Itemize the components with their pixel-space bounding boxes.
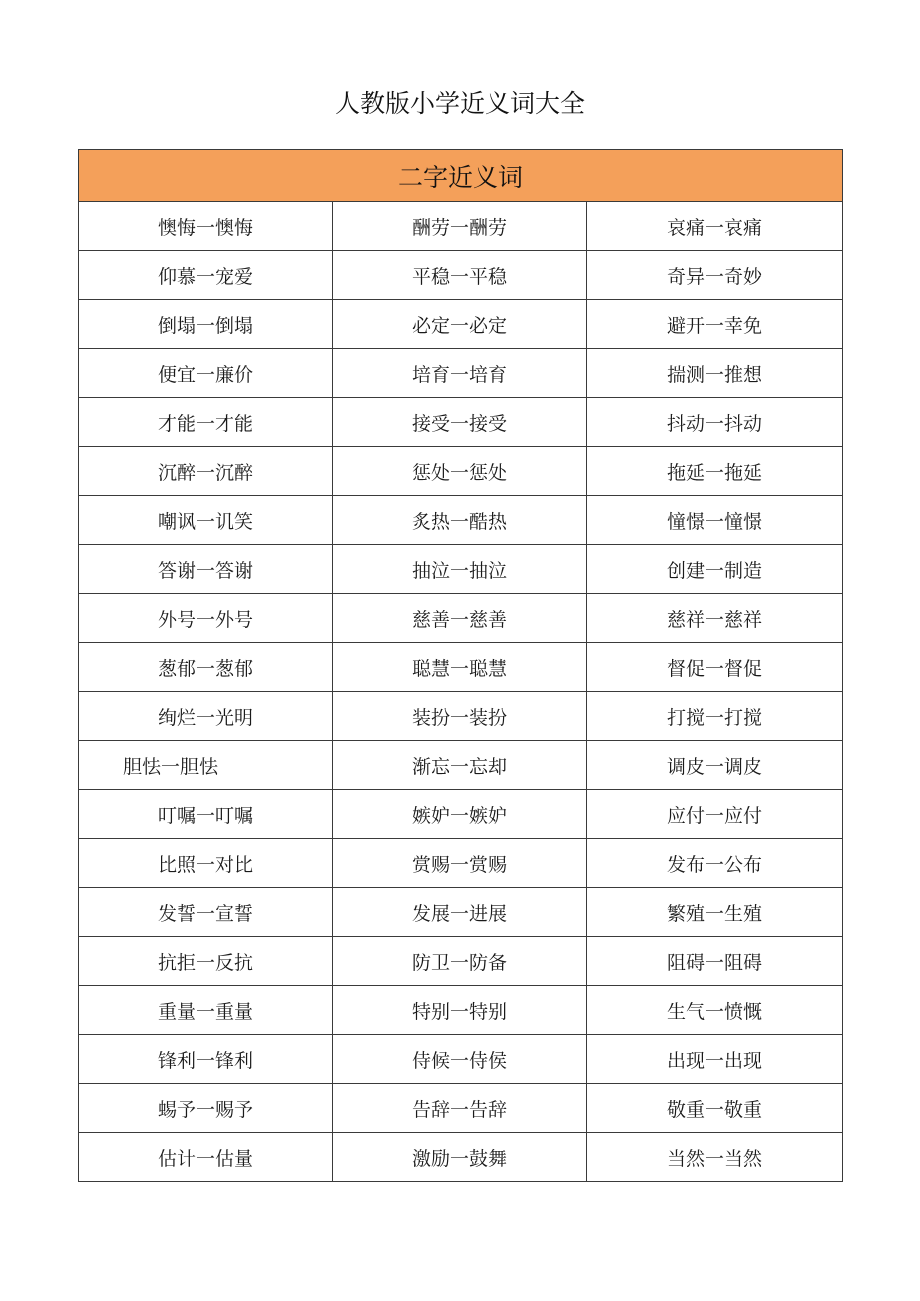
synonym-pair-cell: 绚烂一光明 xyxy=(79,692,333,741)
table-row xyxy=(79,692,843,741)
table-row xyxy=(79,643,843,692)
table-row xyxy=(79,1035,843,1084)
synonym-table xyxy=(78,149,843,1182)
table-row xyxy=(79,1133,843,1182)
synonym-pair-cell: 渐忘一忘却 xyxy=(333,741,587,790)
synonym-pair-cell: 炙热一酷热 xyxy=(333,496,587,545)
table-row xyxy=(79,251,843,300)
table-row xyxy=(79,937,843,986)
synonym-pair-cell: 发誓一宣誓 xyxy=(79,888,333,937)
table-row xyxy=(79,447,843,496)
synonym-pair-cell: 应付一应付 xyxy=(587,790,843,839)
table-row xyxy=(79,398,843,447)
synonym-pair-cell: 避开一幸免 xyxy=(587,300,843,349)
synonym-pair-cell: 葱郁一葱郁 xyxy=(79,643,333,692)
table-row xyxy=(79,790,843,839)
synonym-pair-cell: 倒塌一倒塌 xyxy=(79,300,333,349)
synonym-pair-cell: 蜴予一赐予 xyxy=(79,1084,333,1133)
synonym-pair-cell: 懊悔一懊悔 xyxy=(79,202,333,251)
synonym-pair-cell: 慈善一慈善 xyxy=(333,594,587,643)
synonym-pair-cell: 侍候一侍侯 xyxy=(333,1035,587,1084)
synonym-pair-cell: 才能一才能 xyxy=(79,398,333,447)
synonym-pair-cell: 锋利一锋利 xyxy=(79,1035,333,1084)
synonym-pair-cell: 聪慧一聪慧 xyxy=(333,643,587,692)
synonym-pair-cell: 重量一重量 xyxy=(79,986,333,1035)
synonym-pair-cell: 嫉妒一嫉妒 xyxy=(333,790,587,839)
table-row xyxy=(79,839,843,888)
synonym-pair-cell: 胆怯一胆怯 xyxy=(79,741,333,790)
table-row xyxy=(79,594,843,643)
synonym-pair-cell: 激励一鼓舞 xyxy=(333,1133,587,1182)
synonym-pair-cell: 抽泣一抽泣 xyxy=(333,545,587,594)
synonym-pair-cell: 叮嘱一叮嘱 xyxy=(79,790,333,839)
synonym-pair-cell: 创建一制造 xyxy=(587,545,843,594)
synonym-pair-cell: 敬重一敬重 xyxy=(587,1084,843,1133)
synonym-pair-cell: 平稳一平稳 xyxy=(333,251,587,300)
synonym-pair-cell: 装扮一装扮 xyxy=(333,692,587,741)
synonym-pair-cell: 必定一必定 xyxy=(333,300,587,349)
synonym-pair-cell: 沉醉一沉醉 xyxy=(79,447,333,496)
table-row xyxy=(79,986,843,1035)
table-row xyxy=(79,496,843,545)
page-title: 人教版小学近义词大全 xyxy=(334,89,585,118)
synonym-pair-cell: 告辞一告辞 xyxy=(333,1084,587,1133)
table-row xyxy=(79,300,843,349)
synonym-pair-cell: 出现一出现 xyxy=(587,1035,843,1084)
synonym-pair-cell: 赏赐一赏赐 xyxy=(333,839,587,888)
table-row xyxy=(79,888,843,937)
synonym-pair-cell: 调皮一调皮 xyxy=(587,741,843,790)
table-row xyxy=(79,741,843,790)
synonym-pair-cell: 嘲讽一讥笑 xyxy=(79,496,333,545)
table-row xyxy=(79,349,843,398)
synonym-pair-cell: 哀痛一哀痛 xyxy=(587,202,843,251)
synonym-pair-cell: 比照一对比 xyxy=(79,839,333,888)
synonym-pair-cell: 当然一当然 xyxy=(587,1133,843,1182)
synonym-pair-cell: 拖延一拖延 xyxy=(587,447,843,496)
synonym-pair-cell: 抗拒一反抗 xyxy=(79,937,333,986)
synonym-pair-cell: 便宜一廉价 xyxy=(79,349,333,398)
synonym-pair-cell: 惩处一惩处 xyxy=(333,447,587,496)
synonym-pair-cell: 发布一公布 xyxy=(587,839,843,888)
synonym-pair-cell: 繁殖一生殖 xyxy=(587,888,843,937)
synonym-pair-cell: 培育一培育 xyxy=(333,349,587,398)
synonym-pair-cell: 慈祥一慈祥 xyxy=(587,594,843,643)
synonym-pair-cell: 接受一接受 xyxy=(333,398,587,447)
table-row xyxy=(79,545,843,594)
table-row xyxy=(79,1084,843,1133)
section-header-row xyxy=(79,150,843,202)
synonym-pair-cell: 防卫一防备 xyxy=(333,937,587,986)
section-header: 二字近义词 xyxy=(79,150,843,202)
synonym-pair-cell: 憧憬一憧憬 xyxy=(587,496,843,545)
synonym-pair-cell: 打搅一打搅 xyxy=(587,692,843,741)
synonym-pair-cell: 督促一督促 xyxy=(587,643,843,692)
table-row xyxy=(79,202,843,251)
synonym-pair-cell: 抖动一抖动 xyxy=(587,398,843,447)
synonym-pair-cell: 酬劳一酬劳 xyxy=(333,202,587,251)
synonym-pair-cell: 仰慕一宠爱 xyxy=(79,251,333,300)
synonym-pair-cell: 生气一愤慨 xyxy=(587,986,843,1035)
synonym-pair-cell: 外号一外号 xyxy=(79,594,333,643)
synonym-pair-cell: 揣测一推想 xyxy=(587,349,843,398)
synonym-pair-cell: 估计一估量 xyxy=(79,1133,333,1182)
synonym-pair-cell: 奇异一奇妙 xyxy=(587,251,843,300)
synonym-table-body xyxy=(79,150,843,1182)
synonym-pair-cell: 阻碍一阻碍 xyxy=(587,937,843,986)
synonym-pair-cell: 答谢一答谢 xyxy=(79,545,333,594)
synonym-pair-cell: 发展一进展 xyxy=(333,888,587,937)
synonym-pair-cell: 特别一特别 xyxy=(333,986,587,1035)
